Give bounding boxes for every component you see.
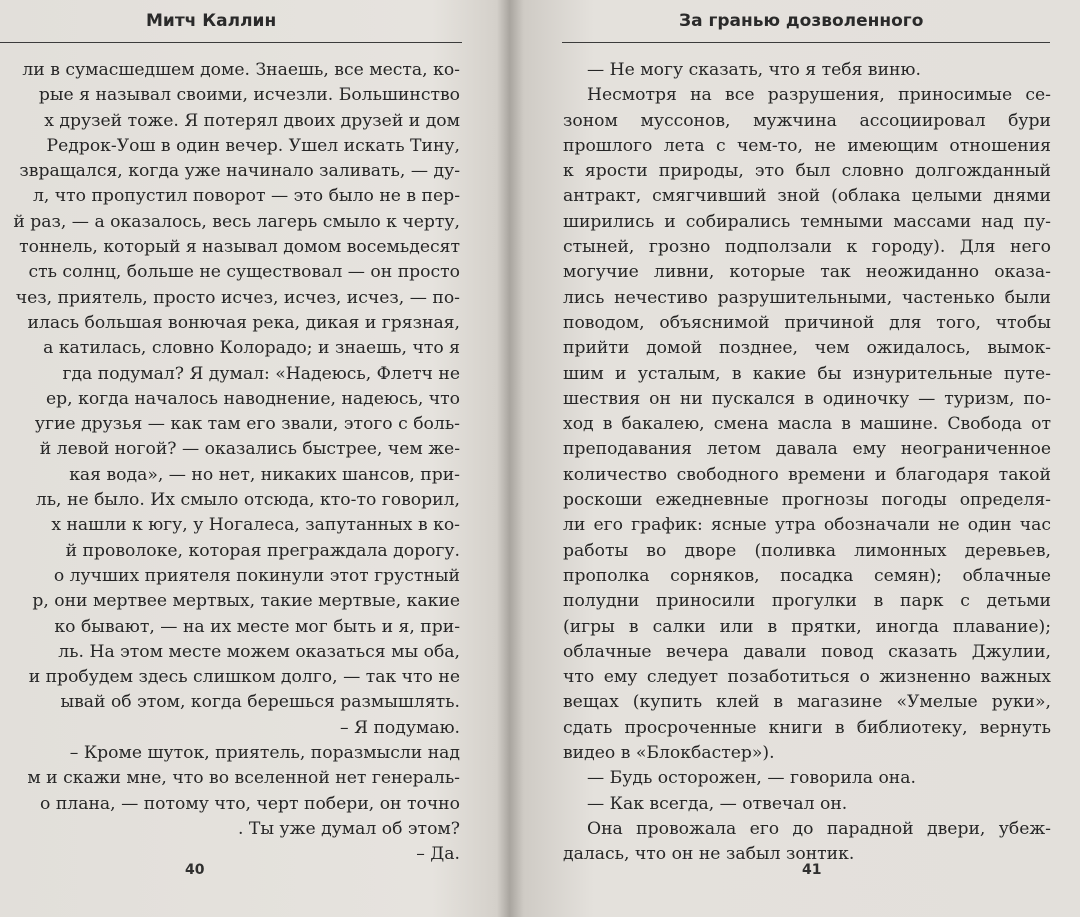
text-line: шествия он ни пускался в одиночку — туризм, по- bbox=[563, 388, 1051, 409]
text-line: тоннель, который я называл домом восемьдесят bbox=[19, 237, 460, 258]
text-line: видео в «Блокбастер»). bbox=[563, 743, 775, 764]
text-line: лись нечестиво разрушительными, частенько были bbox=[563, 287, 1051, 308]
text-line: – Я подумаю. bbox=[340, 717, 460, 738]
text-line: ли в сумасшедшем доме. Знаешь, все места, ко- bbox=[22, 60, 460, 80]
text-line: рые я называл своими, исчезли. Большинство bbox=[38, 85, 460, 106]
text-line: ль, не было. Их смыло отсюда, кто-то говорил, bbox=[35, 490, 460, 511]
text-line: илась большая вонючая река, дикая и грязная, bbox=[27, 312, 460, 333]
text-line: что ему следует позаботиться о жизненно важных bbox=[563, 667, 1051, 688]
header-rule bbox=[562, 42, 1050, 43]
text-line: кая вода», — но нет, никаких шансов, при- bbox=[69, 464, 460, 485]
text-line: звращался, когда уже начинало заливать, — ду- bbox=[19, 161, 460, 182]
left-page bbox=[0, 0, 505, 917]
text-line: угие друзья — как там его звали, этого с боль- bbox=[34, 414, 460, 435]
text-line: к ярости природы, это был словно долгожданный bbox=[563, 161, 1051, 182]
text-line: преподавания летом давала ему неограниченное bbox=[563, 439, 1051, 460]
text-line: х нашли к югу, у Ногалеса, запутанных в ко- bbox=[51, 515, 460, 536]
text-line: прошлого лета с чем-то, не имеющим отношения bbox=[563, 135, 1051, 156]
text-line: прийти домой позднее, чем ожидалось, вымок- bbox=[563, 338, 1051, 359]
text-line: вещах (купить клей в магазине «Умелые руки», bbox=[563, 692, 1051, 713]
text-line: зоном муссонов, мужчина ассоциировал бури bbox=[563, 110, 1051, 131]
running-header-title: За гранью дозволенного bbox=[679, 11, 924, 31]
text-line: и пробудем здесь слишком долго, — так что не bbox=[28, 667, 460, 688]
text-line: ывай об этом, когда берешься размышлять. bbox=[60, 692, 460, 713]
text-line: — Будь осторожен, — говорила она. bbox=[587, 768, 916, 789]
text-line: ширились и собирались темными массами над пу- bbox=[563, 211, 1051, 232]
text-line: о плана, — потому что, черт побери, он точно bbox=[40, 793, 460, 814]
text-line: далась, что он не забыл зонтик. bbox=[563, 844, 855, 865]
text-line: чез, приятель, просто исчез, исчез, исчез, — по- bbox=[15, 287, 460, 308]
text-line: м и скажи мне, что во вселенной нет генераль- bbox=[27, 768, 460, 789]
text-line: могучие ливни, которые так неожиданно оказа- bbox=[563, 262, 1051, 283]
page-number-right: 41 bbox=[802, 862, 822, 878]
text-line: ер, когда началось наводнение, надеюсь, что bbox=[45, 388, 460, 409]
text-line: й левой ногой? — оказались быстрее, чем же- bbox=[39, 439, 460, 460]
text-line: антракт, смягчивший зной (облака целыми днями bbox=[563, 186, 1051, 207]
text-line: облачные вечера давали повод сказать Джулии, bbox=[563, 641, 1051, 662]
text-line: ль. На этом месте можем оказаться мы оба, bbox=[58, 641, 460, 662]
text-line: Несмотря на все разрушения, приносимые се- bbox=[587, 85, 1051, 106]
text-line: р, они мертвее мертвых, такие мертвые, какие bbox=[32, 591, 460, 612]
text-line: сдать просроченные книги в библиотеку, вернуть bbox=[563, 717, 1051, 738]
text-line: полудни приносили прогулки в парк с детьми bbox=[563, 591, 1051, 612]
text-line: — Не могу сказать, что я тебя виню. bbox=[587, 60, 921, 80]
text-line: ход в бакалею, смена масла в машине. Свобода от bbox=[563, 414, 1051, 435]
right-page-text bbox=[563, 58, 1051, 868]
header-rule bbox=[0, 42, 462, 43]
text-line: Редрок-Уош в один вечер. Ушел искать Тину, bbox=[46, 135, 460, 156]
text-line: прополка сорняков, посадка семян); облачные bbox=[563, 565, 1051, 586]
text-line: Она провожала его до парадной двери, убеж- bbox=[587, 818, 1051, 839]
left-page-text bbox=[0, 58, 470, 868]
text-line: (игры в салки или в прятки, иногда плавание); bbox=[563, 616, 1051, 637]
text-line: поводом, объяснимой причиной для того, чтобы bbox=[563, 312, 1051, 333]
text-line: х друзей тоже. Я потерял двоих друзей и дом bbox=[44, 110, 460, 131]
text-line: – Кроме шуток, приятель, поразмысли над bbox=[69, 743, 460, 764]
page-number-left: 40 bbox=[185, 862, 205, 878]
text-line: количество свободного времени и благодаря такой bbox=[563, 464, 1051, 485]
text-line: о лучших приятеля покинули этот грустный bbox=[53, 565, 460, 586]
text-line: й проволоке, которая преграждала дорогу. bbox=[65, 540, 460, 561]
text-line: — Как всегда, — отвечал он. bbox=[587, 793, 848, 814]
text-line: сть солнц, больше не существовал — он просто bbox=[28, 262, 460, 283]
text-line: работы во дворе (поливка лимонных деревьев, bbox=[563, 540, 1051, 561]
text-line: ли его график: ясные утра обозначали не один час bbox=[563, 515, 1051, 536]
running-header-author: Митч Каллин bbox=[146, 11, 277, 31]
text-line: гда подумал? Я думал: «Надеюсь, Флетч не bbox=[62, 363, 460, 384]
text-line: . Ты уже думал об этом? bbox=[237, 818, 460, 839]
right-page bbox=[518, 0, 1080, 917]
text-line: стыней, грозно подползали к городу). Для него bbox=[563, 237, 1051, 258]
text-line: а катилась, словно Колорадо; и знаешь, что я bbox=[43, 338, 460, 359]
text-line: й раз, — а оказалось, весь лагерь смыло к черту, bbox=[13, 211, 460, 232]
text-line: ко бывают, — на их месте мог быть и я, при- bbox=[54, 616, 460, 637]
text-line: шим и усталым, в какие бы изнурительные путе- bbox=[563, 363, 1051, 384]
text-line: – Да. bbox=[416, 844, 460, 865]
text-line: роскоши ежедневные прогнозы погоды определя- bbox=[563, 490, 1051, 511]
text-line: л, что пропустил поворот — это было не в пер- bbox=[32, 186, 460, 207]
